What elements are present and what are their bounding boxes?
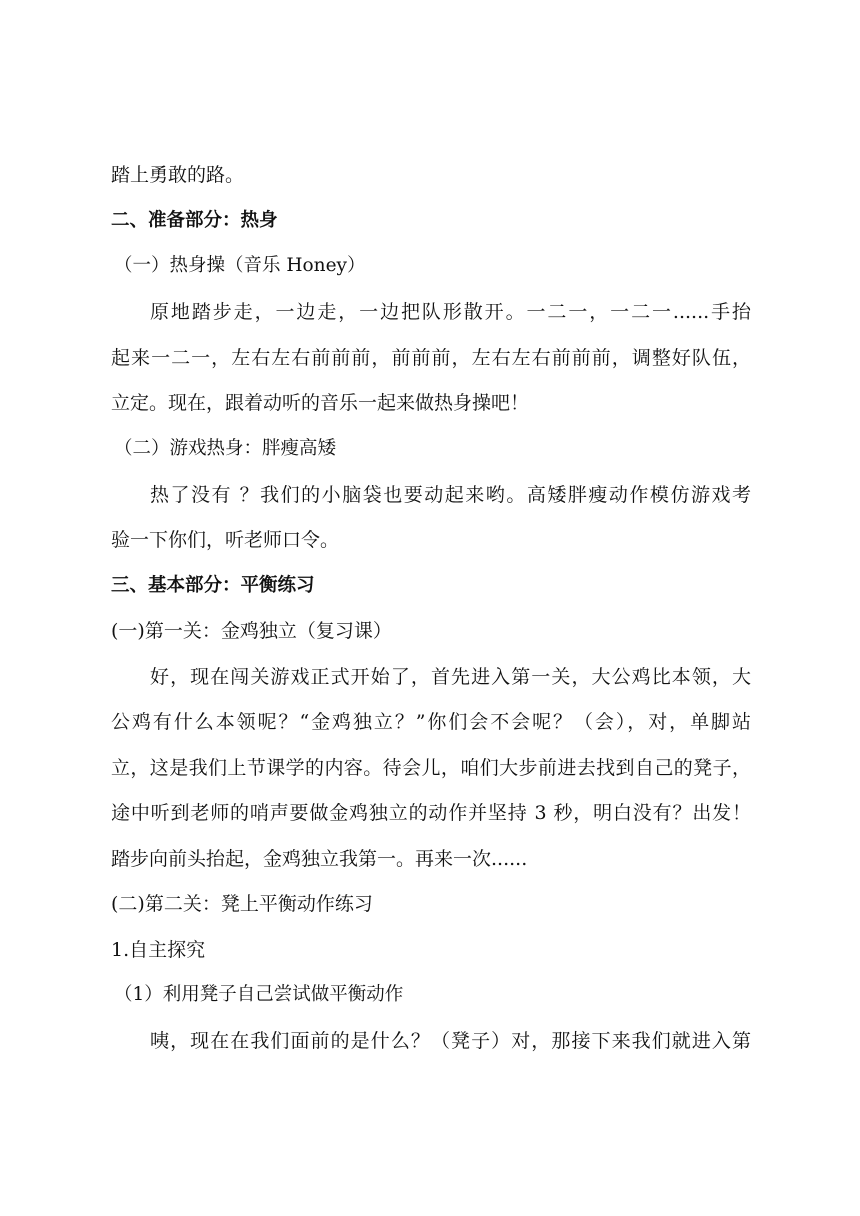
paragraph-line: 立定。现在，跟着动听的音乐一起来做热身操吧！	[111, 392, 530, 414]
paragraph-line: 原地踏步走，一边走，一边把队形散开。一二一，一二一......手抬	[150, 301, 751, 323]
paragraph-line: 立，这是我们上节课学的内容。待会儿，咱们大步前进去找到自己的凳子，	[111, 757, 751, 779]
paragraph-line: 验一下你们，听老师口令。	[111, 529, 340, 551]
paragraph-line: 公鸡有什么本领呢？“金鸡独立？”你们会不会呢？（会），对，单脚站	[111, 711, 751, 733]
subsection-heading: （二）游戏热身：胖瘦高矮	[114, 438, 337, 459]
paragraph-line: 咦，现在在我们面前的是什么？（凳子）对，那接下来我们就进入第	[150, 1030, 751, 1052]
section-heading: 二、准备部分：热身	[111, 210, 278, 231]
subsection-heading: 1.自主探究	[111, 939, 206, 961]
paragraph-line: 好，现在闯关游戏正式开始了，首先进入第一关，大公鸡比本领，大	[150, 666, 751, 688]
paragraph-line: 起来一二一，左右左右前前前，前前前，左右左右前前前，调整好队伍，	[111, 347, 751, 369]
subsection-heading: (一)第一关：金鸡独立（复习课）	[111, 620, 392, 642]
subsection-heading: (二)第二关：凳上平衡动作练习	[111, 893, 373, 915]
paragraph-line: 踏上勇敢的路。	[111, 164, 245, 186]
paragraph-line: 热了没有 ？我们的小脑袋也要动起来哟。高矮胖瘦动作模仿游戏考	[150, 484, 751, 506]
paragraph-line: 途中听到老师的哨声要做金鸡独立的动作并坚持 3 秒，明白没有？出发！	[111, 802, 751, 824]
subsection-heading: （一）热身操（音乐 Honey）	[114, 255, 366, 276]
subsection-heading: （1）利用凳子自己尝试做平衡动作	[114, 984, 404, 1005]
section-heading: 三、基本部分：平衡练习	[111, 575, 315, 596]
paragraph-line: 踏步向前头抬起，金鸡独立我第一。再来一次......	[111, 848, 528, 870]
